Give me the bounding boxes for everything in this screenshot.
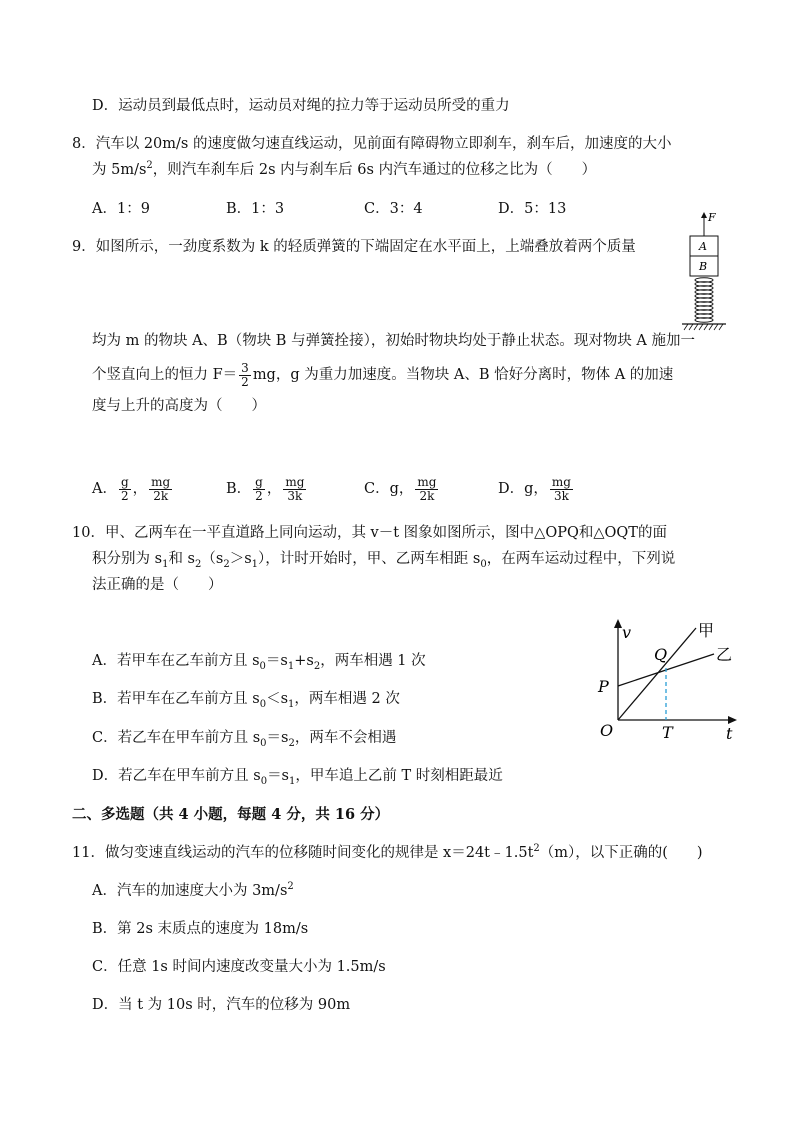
q9-stem-line2: 均为 m 的物块 A、B（物块 B 与弹簧拴接），初始时物块均处于静止状态。现对物块 A 施加一: [92, 333, 696, 349]
q8-option-d[interactable]: D．5：13: [498, 201, 567, 217]
q8-stem-line2: 为 $5m/s^2$，则汽车刹车后 2s 内与刹车后 6s 内汽车通过的位移之比为（ ）: [92, 160, 597, 178]
q10-stem-line1: 10．甲、乙两车在一平直道路上同向运动，其 v－t 图象如图所示，图中△OPQ和△OQT的面: [72, 525, 667, 541]
q9-option-c[interactable]: C．g， $\frac{mg}{2k}$: [364, 474, 437, 503]
q9-stem-line4: 度与上升的高度为（ ）: [92, 398, 266, 414]
q10-stem-line2: 积分别为 $s_1$和 $s_2(s_2>s_1)$，计时开始时，甲、乙两车相距 $s_0$，在两车运动过程中，下列说: [92, 551, 676, 570]
fraction-3-2: $\frac{3}{2}$: [241, 360, 249, 389]
q9-stem-line3: 个竖直向上的恒力 F＝ $\frac{3}{2}$ mg，g 为重力加速度。当物块 A、B 恰好分离时，物体 A 的加速: [92, 360, 674, 389]
block-a-label: A: [699, 240, 707, 253]
q7-option-d: D．运动员到最低点时，运动员对绳的拉力等于运动员所受的重力: [92, 98, 510, 114]
q11-option-d[interactable]: D．当 t 为 10s 时，汽车的位移为 90m: [92, 997, 351, 1013]
t-axis-label: t: [726, 724, 733, 743]
q9-option-b[interactable]: B． $\frac{g}{2}$ ， $\frac{mg}{3k}$: [226, 474, 305, 503]
q11-option-a[interactable]: A．汽车的加速度大小为 $3m/s^2$: [92, 881, 294, 899]
v-axis-arrow: [614, 619, 622, 628]
label-jia: 甲: [698, 621, 715, 640]
q11-stem: 11．做匀变速直线运动的汽车的位移随时间变化的规律是 $x=24t﹣1.5t^2(m)$，以下正确的( ): [72, 843, 703, 861]
vt-graph: [592, 616, 742, 746]
point-t-label: T: [662, 723, 673, 742]
section-2-title: 二、多选题（共 4 小题，每题 4 分，共 16 分）: [72, 806, 390, 823]
ground-hatching: [684, 324, 723, 330]
q10-option-c[interactable]: C．若乙车在甲车前方且 $s_0=s_2$，两车不会相遇: [92, 730, 397, 749]
q9-stem-line1: 9．如图所示，一劲度系数为 k 的轻质弹簧的下端固定在水平面上，上端叠放着两个质量: [72, 239, 636, 255]
point-p-label: P: [598, 677, 609, 696]
q8-option-b[interactable]: B．1：3: [226, 201, 285, 217]
q9-option-a[interactable]: A． $\frac{g}{2}$ ， $\frac{mg}{2k}$: [92, 474, 171, 503]
force-arrowhead: [701, 212, 707, 218]
spring-blocks-figure: [680, 208, 730, 338]
q11-option-b[interactable]: B．第 2s 末质点的速度为 18m/s: [92, 921, 309, 937]
q10-option-d[interactable]: D．若乙车在甲车前方且 $s_0=s_1$，甲车追上乙前 T 时刻相距最近: [92, 768, 503, 787]
origin-label: O: [600, 721, 614, 740]
q10-stem-line3: 法正确的是（ ）: [92, 577, 223, 593]
q9-option-d[interactable]: D．g， $\frac{mg}{3k}$: [498, 474, 571, 503]
point-q-label: Q: [654, 645, 668, 664]
force-label: F: [708, 211, 716, 224]
label-yi: 乙: [716, 645, 733, 664]
q8-option-c[interactable]: C．3：4: [364, 201, 423, 217]
q8-stem-line1: 8．汽车以 20m/s 的速度做匀速直线运动，见前面有障碍物立即刹车，刹车后，加速度的大小: [72, 136, 672, 152]
q10-option-a[interactable]: A．若甲车在乙车前方且 $s_0=s_1+s_2$，两车相遇 1 次: [92, 653, 426, 672]
block-b-label: B: [699, 260, 708, 273]
t-axis-arrow: [728, 716, 737, 724]
q11-option-c[interactable]: C．任意 1s 时间内速度改变量大小为 1.5m/s: [92, 959, 386, 975]
spring: [695, 278, 713, 322]
q10-option-b[interactable]: B．若甲车在乙车前方且 $s_0<s_1$，两车相遇 2 次: [92, 691, 400, 710]
v-axis-label: v: [622, 623, 632, 642]
q8-option-a[interactable]: A．1：9: [92, 201, 150, 217]
